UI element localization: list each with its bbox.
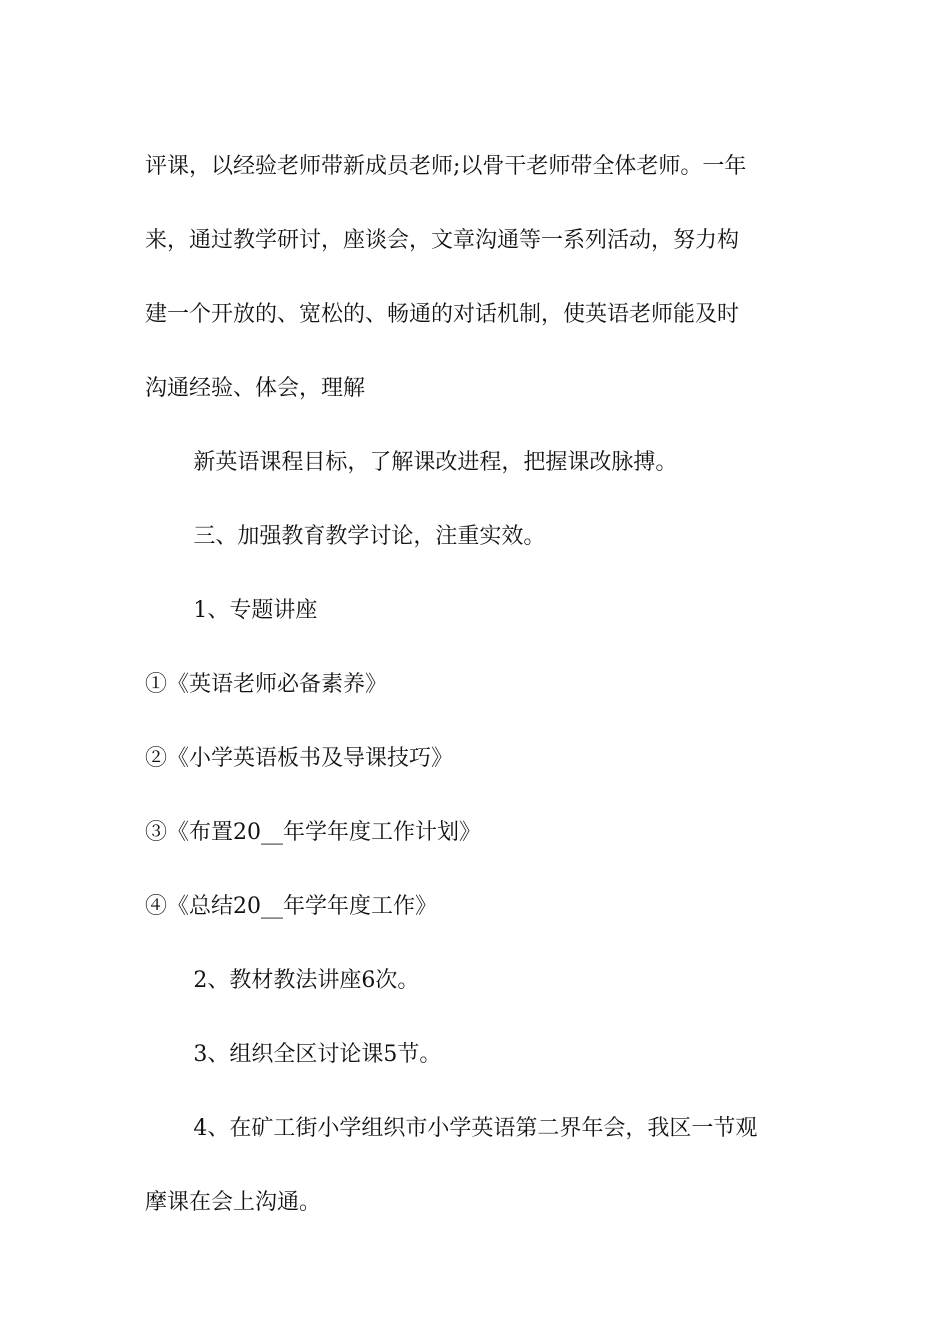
- text-line-3: 建一个开放的、宽松的、畅通的对话机制，使英语老师能及时: [145, 302, 740, 327]
- document-body: [145, 130, 815, 1240]
- list-item-2: ②《小学英语板书及导课技巧》: [145, 746, 454, 771]
- item-annual-meeting: 4、在矿工街小学组织市小学英语第二界年会，我区一节观: [193, 1116, 758, 1141]
- text-line-5: 新英语课程目标，了解课改进程，把握课改脉搏。: [193, 450, 678, 475]
- list-item-4: ④《总结20__年学年度工作》: [145, 894, 437, 919]
- item-textbook-lectures: 2、教材教法讲座6次。: [193, 968, 420, 993]
- item-discussion-classes: 3、组织全区讨论课5节。: [193, 1042, 442, 1067]
- list-item-3: ③《布置20__年学年度工作计划》: [145, 820, 481, 845]
- text-line-4: 沟通经验、体会，理解: [145, 376, 366, 401]
- text-line-2: 来，通过教学研讨，座谈会，文章沟通等一系列活动，努力构: [145, 228, 740, 253]
- subheading-lectures: 1、专题讲座: [193, 598, 318, 623]
- item-annual-meeting-cont: 摩课在会上沟通。: [145, 1190, 322, 1215]
- section-heading: 三、加强教育教学讨论，注重实效。: [193, 524, 546, 549]
- text-line-1: 评课，以经验老师带新成员老师;以骨干老师带全体老师。一年: [145, 154, 747, 179]
- list-item-1: ①《英语老师必备素养》: [145, 672, 388, 697]
